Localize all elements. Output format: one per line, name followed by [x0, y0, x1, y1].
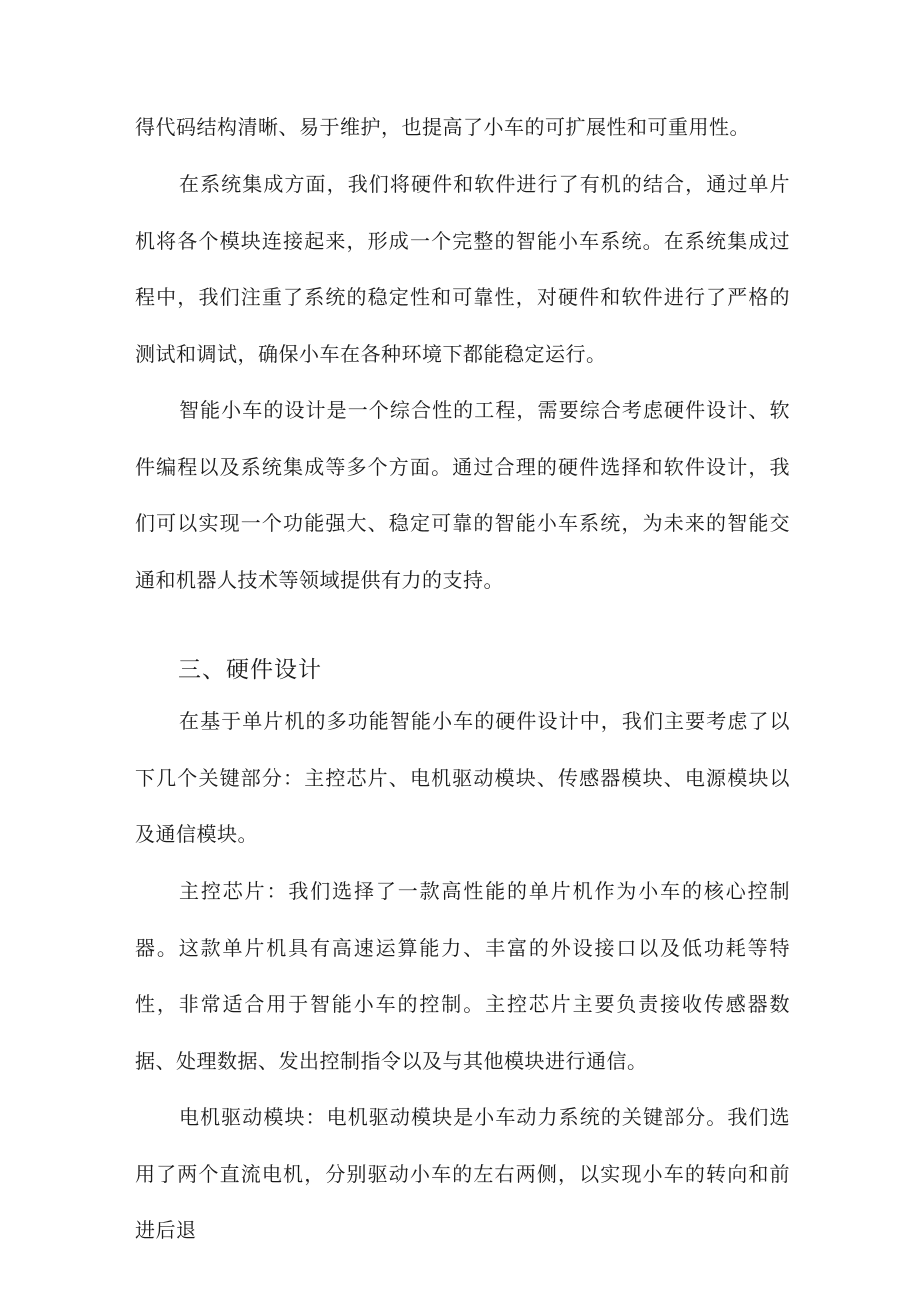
section-heading: 三、硬件设计: [178, 657, 322, 683]
paragraph-system-integration: 在系统集成方面，我们将硬件和软件进行了有机的结合，通过单片机将各个模块连接起来，形成一个完整的智能小车系统。在系统集成过程中，我们注重了系统的稳定性和可靠性，对硬件和软件进行了严格的测试和调试，确保小车在各种环境下都能稳定运行。: [135, 172, 790, 366]
paragraph-design-summary: 智能小车的设计是一个综合性的工程，需要综合考虑硬件设计、软件编程以及系统集成等多个方面。通过合理的硬件选择和软件设计，我们可以实现一个功能强大、稳定可靠的智能小车系统，为未来的智能交通和机器人技术等领域提供有力的支持。: [135, 398, 790, 592]
paragraph-main-chip: 主控芯片：我们选择了一款高性能的单片机作为小车的核心控制器。这款单片机具有高速运算能力、丰富的外设接口以及低功耗等特性，非常适合用于智能小车的控制。主控芯片主要负责接收传感器数据、处理数据、发出控制指令以及与其他模块进行通信。: [135, 879, 790, 1073]
paragraph-motor-driver: 电机驱动模块：电机驱动模块是小车动力系统的关键部分。我们选用了两个直流电机，分别驱动小车的左右两侧，以实现小车的转向和前进后退: [135, 1105, 790, 1242]
paragraph-continuation: 得代码结构清晰、易于维护，也提高了小车的可扩展性和可重用性。: [135, 115, 750, 139]
paragraph-hardware-overview: 在基于单片机的多功能智能小车的硬件设计中，我们主要考虑了以下几个关键部分：主控芯片、电机驱动模块、传感器模块、电源模块以及通信模块。: [135, 709, 790, 846]
